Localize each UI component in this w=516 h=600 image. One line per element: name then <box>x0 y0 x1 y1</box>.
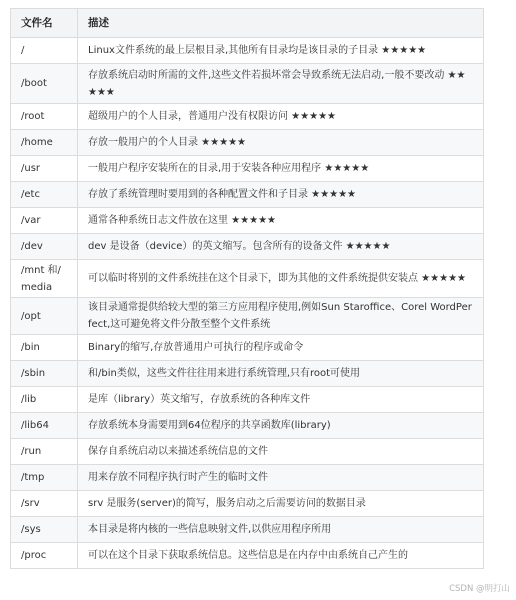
row-filename: /tmp <box>11 465 78 491</box>
row-filename: /opt <box>11 298 78 335</box>
watermark: CSDN @明打山 <box>449 584 510 594</box>
directory-table <box>10 8 484 569</box>
table-row <box>11 543 484 569</box>
table-row <box>11 260 484 298</box>
table-header-row <box>11 9 484 38</box>
row-filename: /lib <box>11 387 78 413</box>
row-description: 是库（library）英文缩写，存放系统的各种库文件 <box>78 387 484 413</box>
row-filename: /sys <box>11 517 78 543</box>
table-row <box>11 491 484 517</box>
row-description: 用来存放不同程序执行时产生的临时文件 <box>78 465 484 491</box>
row-filename: /boot <box>11 64 78 104</box>
row-description: 通常各种系统日志文件放在这里 ★★★★★ <box>78 208 484 234</box>
table-row <box>11 182 484 208</box>
table-row <box>11 64 484 104</box>
row-filename: /home <box>11 130 78 156</box>
header-description: 描述 <box>78 9 484 38</box>
row-description: srv 是服务(server)的简写，服务启动之后需要访问的数据目录 <box>78 491 484 517</box>
row-filename: /run <box>11 439 78 465</box>
row-description: 一般用户程序安装所在的目录,用于安装各种应用程序 ★★★★★ <box>78 156 484 182</box>
row-filename: /sbin <box>11 361 78 387</box>
table-row <box>11 234 484 260</box>
table-row <box>11 361 484 387</box>
row-description: 该目录通常提供给较大型的第三方应用程序使用,例如Sun Staroffice、Corel WordPerfect,这可避免将文件分散至整个文件系统 <box>78 298 484 335</box>
row-description: 可以在这个目录下获取系统信息。这些信息是在内存中由系统自己产生的 <box>78 543 484 569</box>
row-filename: /bin <box>11 335 78 361</box>
table-row <box>11 465 484 491</box>
row-filename: /proc <box>11 543 78 569</box>
row-description: 和/bin类似，这些文件往往用来进行系统管理,只有root可使用 <box>78 361 484 387</box>
row-description: 可以临时将别的文件系统挂在这个目录下，即为其他的文件系统提供安装点 ★★★★★ <box>78 260 484 298</box>
table-row <box>11 517 484 543</box>
row-description: 超级用户的个人目录，普通用户没有权限访问 ★★★★★ <box>78 104 484 130</box>
table-body <box>11 38 484 569</box>
table-row <box>11 156 484 182</box>
row-description: 存放一般用户的个人目录 ★★★★★ <box>78 130 484 156</box>
table-row <box>11 439 484 465</box>
table-row <box>11 298 484 335</box>
table-row <box>11 413 484 439</box>
row-description: 本目录是将内核的一些信息映射文件,以供应用程序所用 <box>78 517 484 543</box>
directory-table-container <box>10 8 483 569</box>
table-row <box>11 335 484 361</box>
row-filename: /var <box>11 208 78 234</box>
table-row <box>11 208 484 234</box>
row-filename: /srv <box>11 491 78 517</box>
row-description: Binary的缩写,存放普通用户可执行的程序或命令 <box>78 335 484 361</box>
row-description: 保存自系统启动以来描述系统信息的文件 <box>78 439 484 465</box>
row-description: 存放了系统管理时要用到的各种配置文件和子目录 ★★★★★ <box>78 182 484 208</box>
row-filename: /etc <box>11 182 78 208</box>
row-description: 存放系统启动时所需的文件,这些文件若损坏常会导致系统无法启动,一般不要改动 ★★★★★ <box>78 64 484 104</box>
table-row <box>11 104 484 130</box>
row-filename: /dev <box>11 234 78 260</box>
row-description: 存放系统本身需要用到64位程序的共享函数库(library) <box>78 413 484 439</box>
row-filename: /mnt 和/media <box>11 260 78 298</box>
row-filename: /lib64 <box>11 413 78 439</box>
table-row <box>11 38 484 64</box>
header-filename: 文件名 <box>11 9 78 38</box>
row-description: Linux文件系统的最上层根目录,其他所有目录均是该目录的子目录 ★★★★★ <box>78 38 484 64</box>
row-filename: / <box>11 38 78 64</box>
table-row <box>11 387 484 413</box>
row-description: dev 是设备（device）的英文缩写。包含所有的设备文件 ★★★★★ <box>78 234 484 260</box>
table-row <box>11 130 484 156</box>
row-filename: /usr <box>11 156 78 182</box>
row-filename: /root <box>11 104 78 130</box>
